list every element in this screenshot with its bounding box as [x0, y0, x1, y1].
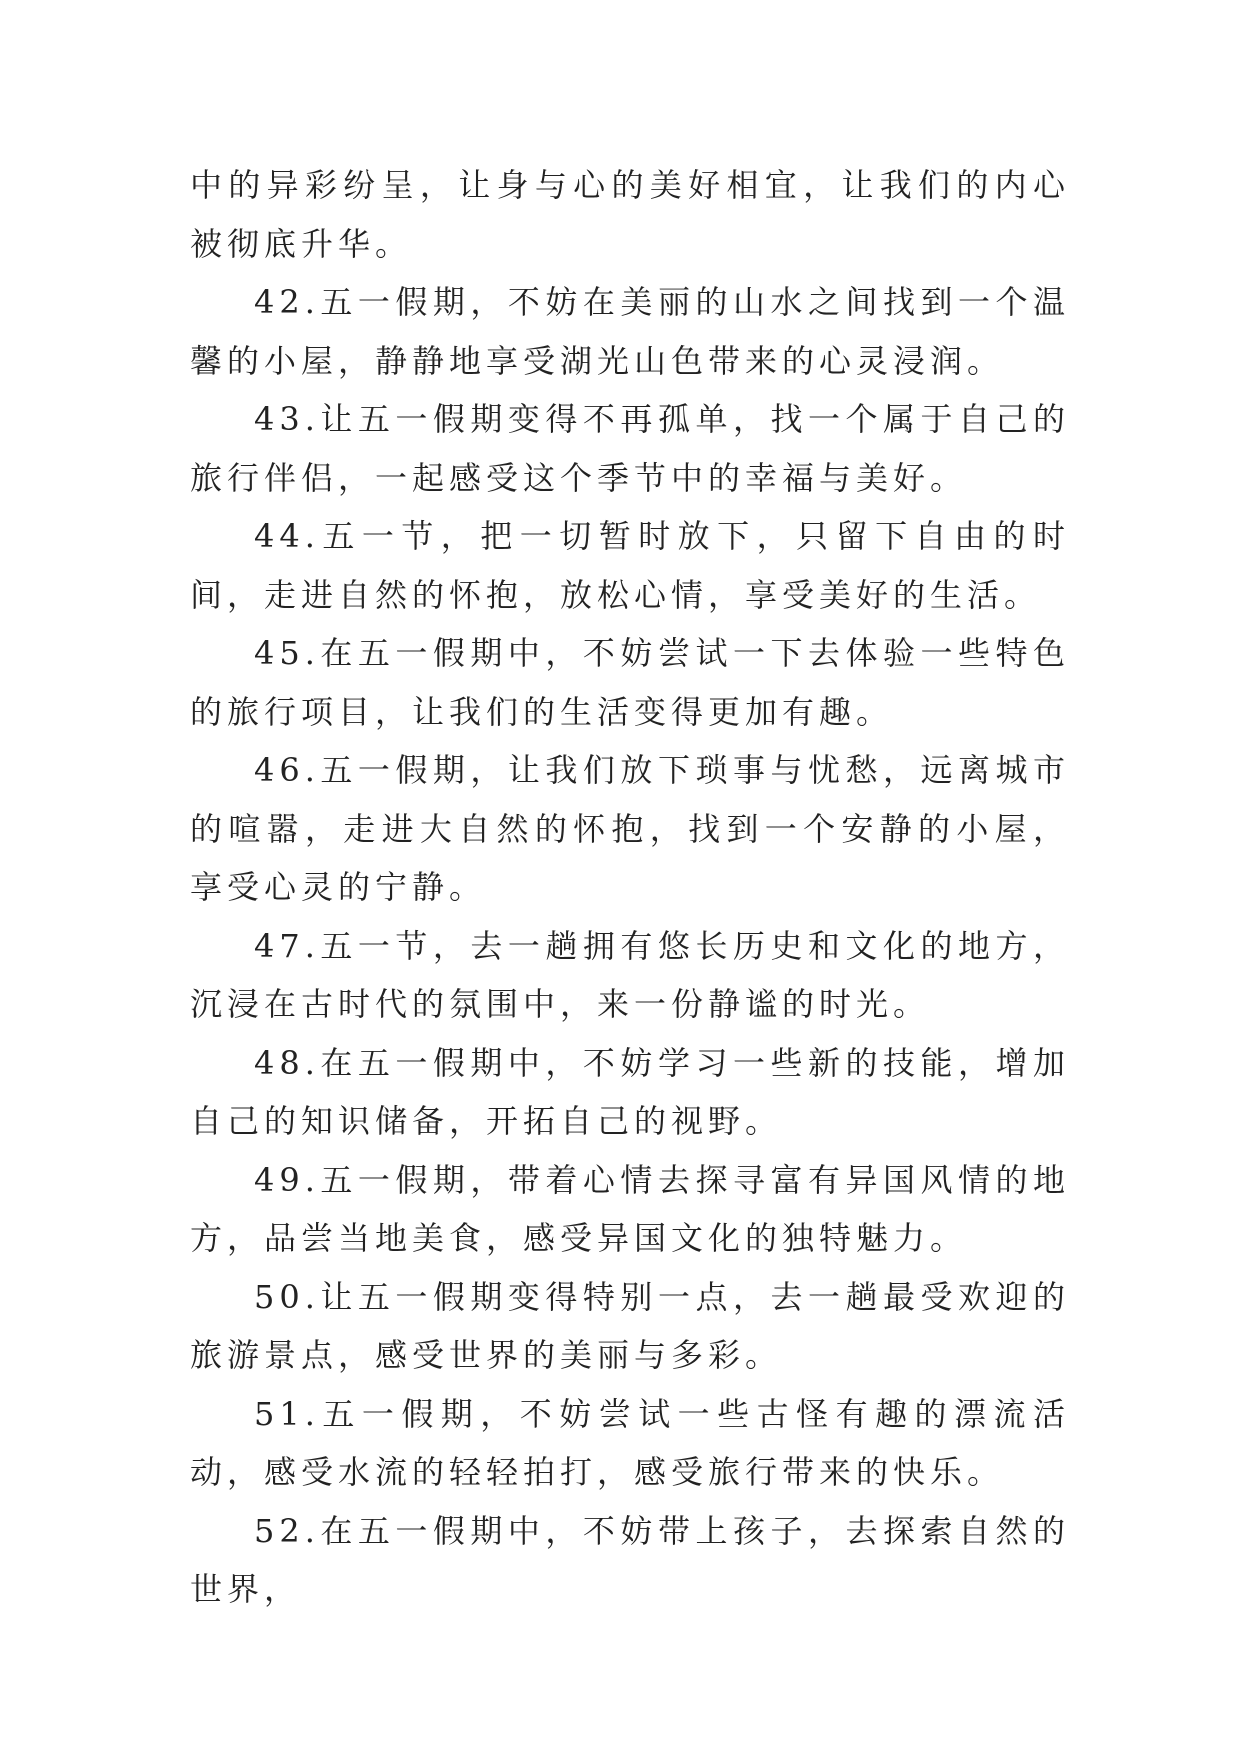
paragraph-47: 47.五一节，去一趟拥有悠长历史和文化的地方，沉浸在古时代的氛围中，来一份静谧的时光。 — [190, 926, 1070, 1023]
paragraph-52: 52.在五一假期中，不妨带上孩子，去探索自然的世界， — [190, 1511, 1070, 1608]
document-body — [190, 156, 1070, 1619]
paragraph-51: 51.五一假期，不妨尝试一些古怪有趣的漂流活动，感受水流的轻轻拍打，感受旅行带来的快乐。 — [190, 1394, 1070, 1491]
paragraph-45: 45.在五一假期中，不妨尝试一下去体验一些特色的旅行项目，让我们的生活变得更加有趣。 — [190, 634, 1070, 731]
paragraph-44: 44.五一节，把一切暂时放下，只留下自由的时间，走进自然的怀抱，放松心情，享受美好的生活。 — [190, 517, 1070, 614]
paragraph-continuation: 中的异彩纷呈，让身与心的美好相宜，让我们的内心被彻底升华。 — [190, 166, 1070, 263]
paragraph-48: 48.在五一假期中，不妨学习一些新的技能，增加自己的知识储备，开拓自己的视野。 — [190, 1043, 1070, 1140]
paragraph-50: 50.让五一假期变得特别一点，去一趟最受欢迎的旅游景点，感受世界的美丽与多彩。 — [190, 1277, 1070, 1374]
paragraph-49: 49.五一假期，带着心情去探寻富有异国风情的地方，品尝当地美食，感受异国文化的独特魅力。 — [190, 1160, 1070, 1257]
paragraph-46: 46.五一假期，让我们放下琐事与忧愁，远离城市的喧嚣，走进大自然的怀抱，找到一个安静的小屋，享受心灵的宁静。 — [190, 751, 1070, 906]
paragraph-43: 43.让五一假期变得不再孤单，找一个属于自己的旅行伴侣，一起感受这个季节中的幸福与美好。 — [190, 400, 1070, 497]
paragraph-42: 42.五一假期，不妨在美丽的山水之间找到一个温馨的小屋，静静地享受湖光山色带来的心灵浸润。 — [190, 283, 1070, 380]
